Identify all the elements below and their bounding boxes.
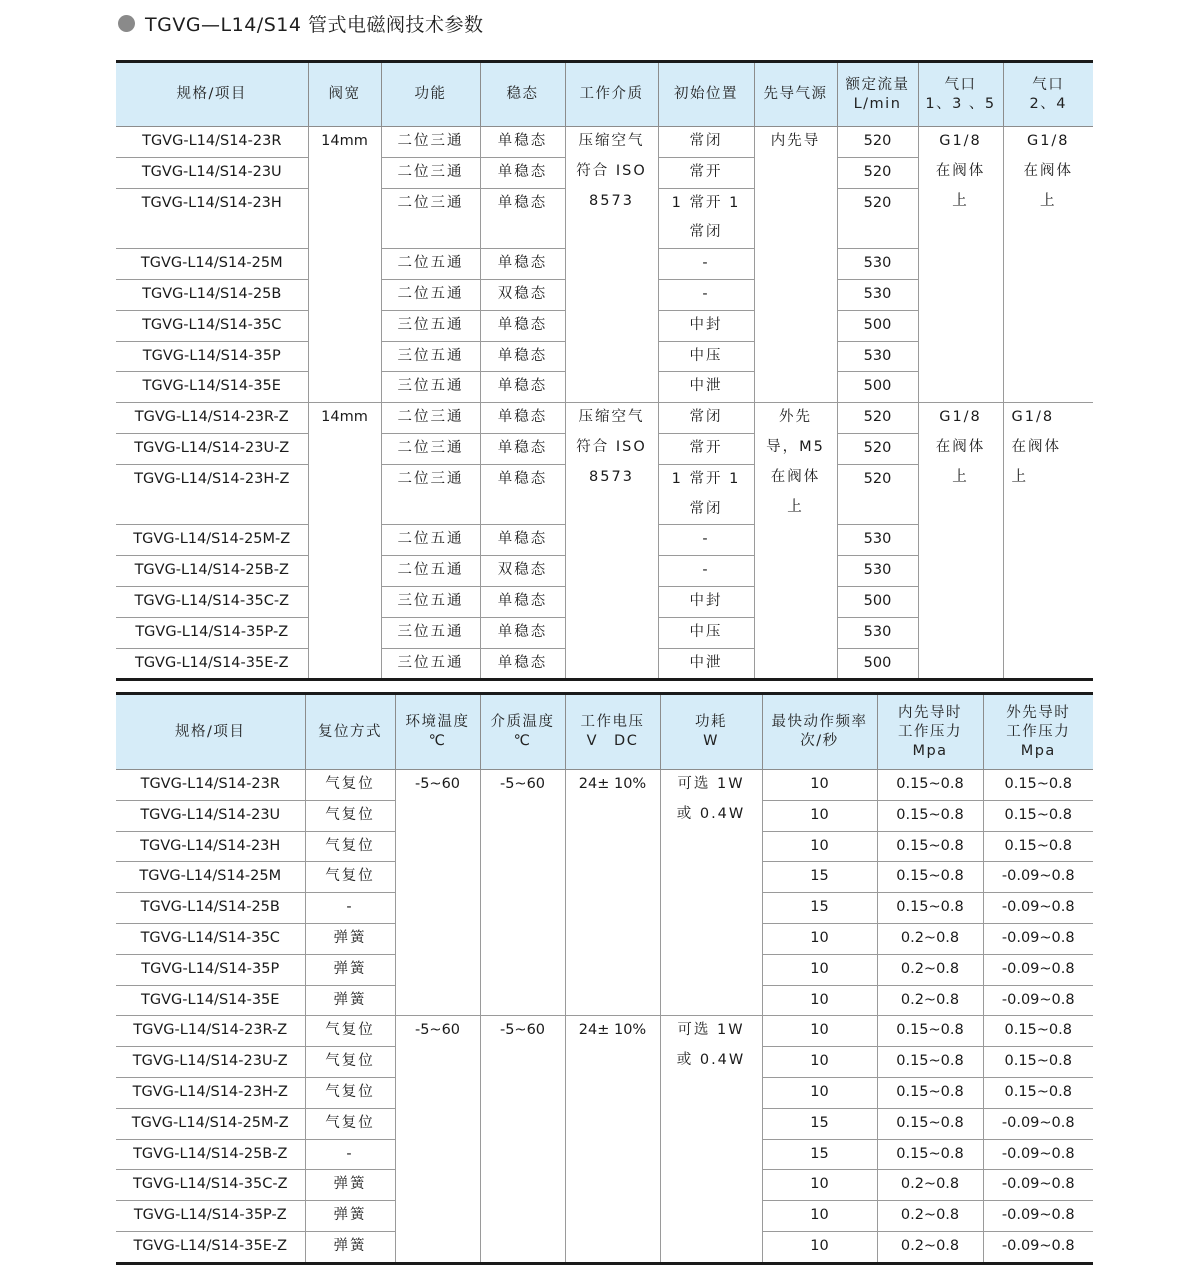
pressure-internal-cell: 0.15~0.8: [877, 1016, 983, 1047]
pressure-internal-cell: 0.2~0.8: [877, 954, 983, 985]
table-row: [116, 127, 1093, 158]
flow-cell: 520: [837, 188, 918, 249]
pressure-internal-cell: 0.2~0.8: [877, 985, 983, 1016]
header-pressure-external: 外先导时 工作压力 Mpa: [983, 694, 1093, 770]
state-cell: 单稳态: [480, 617, 565, 648]
frequency-cell: 10: [762, 923, 877, 954]
voltage-cell: 24± 10%: [565, 1016, 660, 1263]
pilot-cell: 外先 导，M5 在阀体 上: [754, 403, 837, 680]
state-cell: 单稳态: [480, 403, 565, 434]
model-cell: TGVG-L14/S14-25B: [116, 893, 305, 924]
function-cell: 二位三通: [381, 157, 480, 188]
bullet-icon: [118, 15, 135, 32]
frequency-cell: 10: [762, 1077, 877, 1108]
pressure-internal-cell: 0.15~0.8: [877, 1077, 983, 1108]
model-cell: TGVG-L14/S14-23H: [116, 188, 308, 249]
model-cell: TGVG-L14/S14-25M: [116, 249, 308, 280]
function-cell: 二位三通: [381, 188, 480, 249]
flow-cell: 500: [837, 586, 918, 617]
flow-cell: 530: [837, 525, 918, 556]
header-flow: 额定流量 L/min: [837, 62, 918, 127]
width-cell: 14mm: [308, 127, 381, 403]
state-cell: 单稳态: [480, 157, 565, 188]
pressure-external-cell: 0.15~0.8: [983, 770, 1093, 801]
pressure-internal-cell: 0.15~0.8: [877, 770, 983, 801]
power-cell: 可选 1W 或 0.4W: [660, 770, 762, 1016]
frequency-cell: 10: [762, 1047, 877, 1078]
position-cell: 中压: [658, 617, 754, 648]
port-24-cell: G1/8 在阀体 上: [1003, 127, 1093, 403]
header-model: 规格/项目: [116, 694, 305, 770]
flow-cell: 520: [837, 127, 918, 158]
state-cell: 双稳态: [480, 556, 565, 587]
flow-cell: 530: [837, 249, 918, 280]
function-cell: 三位五通: [381, 617, 480, 648]
pressure-external-cell: 0.15~0.8: [983, 800, 1093, 831]
flow-cell: 500: [837, 310, 918, 341]
frequency-cell: 15: [762, 1139, 877, 1170]
position-cell: -: [658, 556, 754, 587]
reset-cell: 弹簧: [305, 954, 395, 985]
model-cell: TGVG-L14/S14-23R-Z: [116, 403, 308, 434]
function-cell: 三位五通: [381, 586, 480, 617]
state-cell: 单稳态: [480, 525, 565, 556]
model-cell: TGVG-L14/S14-25B: [116, 279, 308, 310]
position-cell: 中泄: [658, 648, 754, 680]
header-width: 阀宽: [308, 62, 381, 127]
function-cell: 三位五通: [381, 310, 480, 341]
position-cell: -: [658, 249, 754, 280]
flow-cell: 520: [837, 433, 918, 464]
model-cell: TGVG-L14/S14-35C-Z: [116, 1170, 305, 1201]
flow-cell: 530: [837, 341, 918, 372]
function-cell: 二位三通: [381, 464, 480, 525]
pressure-external-cell: -0.09~0.8: [983, 1170, 1093, 1201]
pressure-internal-cell: 0.2~0.8: [877, 1170, 983, 1201]
flow-cell: 520: [837, 464, 918, 525]
width-cell: 14mm: [308, 403, 381, 680]
header-pressure-internal: 内先导时 工作压力 Mpa: [877, 694, 983, 770]
model-cell: TGVG-L14/S14-25M: [116, 862, 305, 893]
state-cell: 单稳态: [480, 464, 565, 525]
port-135-cell: G1/8 在阀体 上: [918, 403, 1003, 680]
state-cell: 单稳态: [480, 372, 565, 403]
power-cell: 可选 1W 或 0.4W: [660, 1016, 762, 1263]
position-cell: 1 常开 1 常闭: [658, 464, 754, 525]
pressure-external-cell: 0.15~0.8: [983, 1077, 1093, 1108]
model-cell: TGVG-L14/S14-35P-Z: [116, 617, 308, 648]
function-cell: 二位三通: [381, 433, 480, 464]
pressure-internal-cell: 0.15~0.8: [877, 893, 983, 924]
table-header-row: [116, 62, 1093, 127]
flow-cell: 530: [837, 556, 918, 587]
table-row: [116, 403, 1093, 434]
flow-cell: 530: [837, 279, 918, 310]
position-cell: 常开: [658, 157, 754, 188]
pressure-external-cell: -0.09~0.8: [983, 954, 1093, 985]
function-cell: 二位五通: [381, 556, 480, 587]
frequency-cell: 15: [762, 893, 877, 924]
position-cell: -: [658, 279, 754, 310]
reset-cell: 气复位: [305, 800, 395, 831]
medium-temp-cell: -5~60: [480, 770, 565, 1016]
ambient-temp-cell: -5~60: [395, 770, 480, 1016]
medium-cell: 压缩空气 符合 ISO 8573: [565, 403, 658, 680]
position-cell: 中泄: [658, 372, 754, 403]
frequency-cell: 10: [762, 954, 877, 985]
pressure-external-cell: 0.15~0.8: [983, 831, 1093, 862]
model-cell: TGVG-L14/S14-23H-Z: [116, 464, 308, 525]
model-cell: TGVG-L14/S14-23H: [116, 831, 305, 862]
reset-cell: 气复位: [305, 831, 395, 862]
pressure-external-cell: -0.09~0.8: [983, 923, 1093, 954]
position-cell: 中封: [658, 586, 754, 617]
pressure-internal-cell: 0.2~0.8: [877, 923, 983, 954]
header-reset: 复位方式: [305, 694, 395, 770]
reset-cell: 气复位: [305, 1016, 395, 1047]
function-cell: 二位三通: [381, 127, 480, 158]
pressure-external-cell: -0.09~0.8: [983, 1108, 1093, 1139]
model-cell: TGVG-L14/S14-35P-Z: [116, 1201, 305, 1232]
page-title: TGVG—L14/S14 管式电磁阀技术参数: [145, 13, 484, 36]
function-cell: 三位五通: [381, 341, 480, 372]
pressure-external-cell: -0.09~0.8: [983, 1201, 1093, 1232]
model-cell: TGVG-L14/S14-23R-Z: [116, 1016, 305, 1047]
header-port-24: 气口 2、4: [1003, 62, 1093, 127]
reset-cell: 气复位: [305, 1077, 395, 1108]
model-cell: TGVG-L14/S14-25B-Z: [116, 1139, 305, 1170]
model-cell: TGVG-L14/S14-23H-Z: [116, 1077, 305, 1108]
ambient-temp-cell: -5~60: [395, 1016, 480, 1263]
model-cell: TGVG-L14/S14-35E: [116, 372, 308, 403]
pressure-external-cell: 0.15~0.8: [983, 1016, 1093, 1047]
flow-cell: 500: [837, 648, 918, 680]
header-model: 规格/项目: [116, 62, 308, 127]
model-cell: TGVG-L14/S14-23U: [116, 800, 305, 831]
position-cell: 中压: [658, 341, 754, 372]
page-heading: [118, 8, 484, 38]
table-header-row: [116, 694, 1093, 770]
model-cell: TGVG-L14/S14-35E: [116, 985, 305, 1016]
port-24-cell: G1/8 在阀体 上: [1003, 403, 1093, 680]
model-cell: TGVG-L14/S14-23U-Z: [116, 433, 308, 464]
frequency-cell: 15: [762, 1108, 877, 1139]
reset-cell: 弹簧: [305, 1201, 395, 1232]
reset-cell: -: [305, 1139, 395, 1170]
frequency-cell: 10: [762, 770, 877, 801]
flow-cell: 520: [837, 157, 918, 188]
header-port-135: 气口 1、3 、5: [918, 62, 1003, 127]
flow-cell: 500: [837, 372, 918, 403]
frequency-cell: 10: [762, 1231, 877, 1263]
header-frequency: 最快动作频率 次/秒: [762, 694, 877, 770]
model-cell: TGVG-L14/S14-23R: [116, 127, 308, 158]
model-cell: TGVG-L14/S14-23R: [116, 770, 305, 801]
reset-cell: 气复位: [305, 770, 395, 801]
header-state: 稳态: [480, 62, 565, 127]
pressure-internal-cell: 0.15~0.8: [877, 862, 983, 893]
frequency-cell: 10: [762, 1201, 877, 1232]
function-cell: 二位五通: [381, 279, 480, 310]
function-cell: 三位五通: [381, 372, 480, 403]
model-cell: TGVG-L14/S14-35E-Z: [116, 648, 308, 680]
header-position: 初始位置: [658, 62, 754, 127]
medium-temp-cell: -5~60: [480, 1016, 565, 1263]
frequency-cell: 15: [762, 862, 877, 893]
model-cell: TGVG-L14/S14-35P: [116, 954, 305, 985]
port-135-cell: G1/8 在阀体 上: [918, 127, 1003, 403]
header-voltage: 工作电压 V DC: [565, 694, 660, 770]
pressure-internal-cell: 0.15~0.8: [877, 1139, 983, 1170]
flow-cell: 530: [837, 617, 918, 648]
reset-cell: 弹簧: [305, 1170, 395, 1201]
position-cell: 常闭: [658, 403, 754, 434]
model-cell: TGVG-L14/S14-35E-Z: [116, 1231, 305, 1263]
model-cell: TGVG-L14/S14-35C-Z: [116, 586, 308, 617]
state-cell: 单稳态: [480, 188, 565, 249]
state-cell: 双稳态: [480, 279, 565, 310]
function-cell: 三位五通: [381, 648, 480, 680]
frequency-cell: 10: [762, 985, 877, 1016]
pressure-external-cell: -0.09~0.8: [983, 1231, 1093, 1263]
voltage-cell: 24± 10%: [565, 770, 660, 1016]
model-cell: TGVG-L14/S14-23U-Z: [116, 1047, 305, 1078]
position-cell: 1 常开 1 常闭: [658, 188, 754, 249]
state-cell: 单稳态: [480, 648, 565, 680]
frequency-cell: 10: [762, 800, 877, 831]
model-cell: TGVG-L14/S14-25B-Z: [116, 556, 308, 587]
model-cell: TGVG-L14/S14-25M-Z: [116, 1108, 305, 1139]
frequency-cell: 10: [762, 1016, 877, 1047]
model-cell: TGVG-L14/S14-23U: [116, 157, 308, 188]
state-cell: 单稳态: [480, 310, 565, 341]
pressure-external-cell: -0.09~0.8: [983, 985, 1093, 1016]
pressure-internal-cell: 0.15~0.8: [877, 800, 983, 831]
pressure-external-cell: -0.09~0.8: [983, 862, 1093, 893]
flow-cell: 520: [837, 403, 918, 434]
pressure-internal-cell: 0.15~0.8: [877, 1108, 983, 1139]
reset-cell: 弹簧: [305, 923, 395, 954]
state-cell: 单稳态: [480, 127, 565, 158]
medium-cell: 压缩空气 符合 ISO 8573: [565, 127, 658, 403]
reset-cell: 气复位: [305, 1047, 395, 1078]
model-cell: TGVG-L14/S14-25M-Z: [116, 525, 308, 556]
position-cell: 中封: [658, 310, 754, 341]
pressure-internal-cell: 0.15~0.8: [877, 831, 983, 862]
pressure-internal-cell: 0.2~0.8: [877, 1201, 983, 1232]
reset-cell: 气复位: [305, 862, 395, 893]
pilot-cell: 内先导: [754, 127, 837, 403]
header-pilot: 先导气源: [754, 62, 837, 127]
function-cell: 二位五通: [381, 249, 480, 280]
reset-cell: 弹簧: [305, 1231, 395, 1263]
frequency-cell: 10: [762, 1170, 877, 1201]
reset-cell: 弹簧: [305, 985, 395, 1016]
position-cell: 常开: [658, 433, 754, 464]
pressure-internal-cell: 0.2~0.8: [877, 1231, 983, 1263]
position-cell: 常闭: [658, 127, 754, 158]
pressure-external-cell: -0.09~0.8: [983, 1139, 1093, 1170]
position-cell: -: [658, 525, 754, 556]
state-cell: 单稳态: [480, 341, 565, 372]
table-row: [116, 770, 1093, 801]
spec-table-2: [116, 692, 1093, 1265]
header-medium: 工作介质: [565, 62, 658, 127]
header-function: 功能: [381, 62, 480, 127]
frequency-cell: 10: [762, 831, 877, 862]
header-ambient-temp: 环境温度 ℃: [395, 694, 480, 770]
header-power: 功耗 W: [660, 694, 762, 770]
function-cell: 二位五通: [381, 525, 480, 556]
pressure-external-cell: -0.09~0.8: [983, 893, 1093, 924]
reset-cell: 气复位: [305, 1108, 395, 1139]
model-cell: TGVG-L14/S14-35C: [116, 310, 308, 341]
table-row: [116, 1016, 1093, 1047]
model-cell: TGVG-L14/S14-35P: [116, 341, 308, 372]
function-cell: 二位三通: [381, 403, 480, 434]
model-cell: TGVG-L14/S14-35C: [116, 923, 305, 954]
state-cell: 单稳态: [480, 586, 565, 617]
pressure-internal-cell: 0.15~0.8: [877, 1047, 983, 1078]
pressure-external-cell: 0.15~0.8: [983, 1047, 1093, 1078]
reset-cell: -: [305, 893, 395, 924]
state-cell: 单稳态: [480, 249, 565, 280]
header-medium-temp: 介质温度 ℃: [480, 694, 565, 770]
state-cell: 单稳态: [480, 433, 565, 464]
spec-table-1: [116, 60, 1093, 681]
